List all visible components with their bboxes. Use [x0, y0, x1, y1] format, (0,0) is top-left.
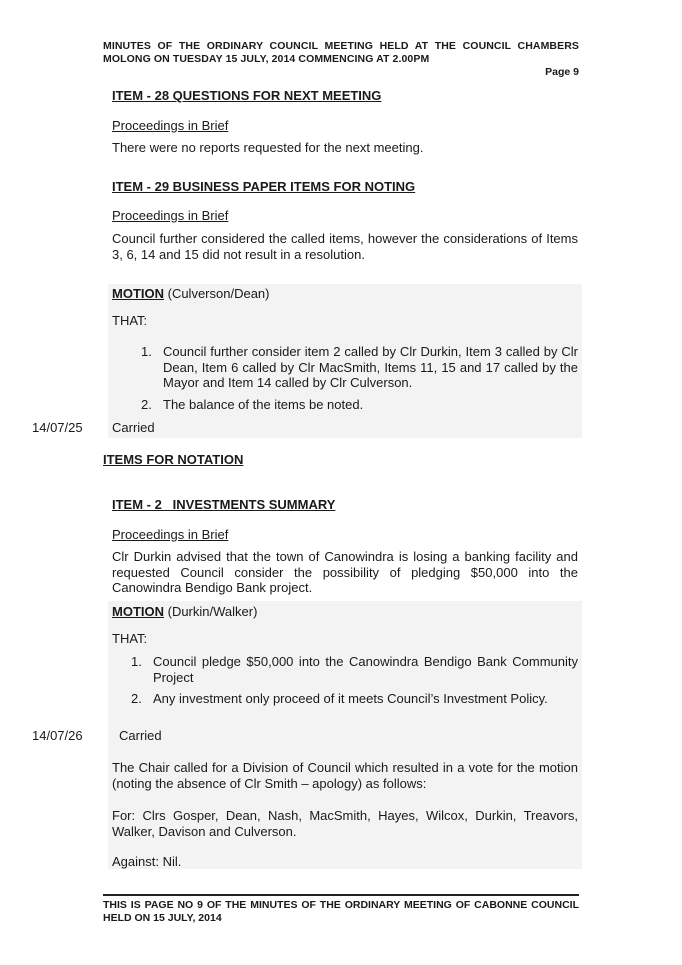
footer-divider — [103, 894, 579, 896]
point-number: 2. — [131, 691, 142, 706]
header-line-1: MINUTES OF THE ORDINARY COUNCIL MEETING HELD AT THE COUNCIL CHAMBERS — [103, 40, 579, 52]
motion-29-point-1 — [141, 344, 578, 391]
item-29-title: ITEM - 29 BUSINESS PAPER ITEMS FOR NOTING — [112, 179, 416, 194]
item-2-subheading: Proceedings in Brief — [112, 527, 229, 542]
item-2-title — [112, 497, 335, 512]
item-28-subheading: Proceedings in Brief — [112, 118, 229, 133]
point-text: Council further consider item 2 called by Clr Durkin, Item 3 called by Clr Dean, Item 6 called by Clr MacSmith, Items 11, 15 and 17 called by the Mayor and Item 14 called by Clr Culverson. — [163, 344, 578, 390]
page-footer: THIS IS PAGE NO 9 OF THE MINUTES OF THE ORDINARY MEETING OF CABONNE COUNCIL HELD ON 15 JULY, 2014 — [103, 899, 579, 924]
point-number: 2. — [141, 397, 152, 412]
division-text: The Chair called for a Division of Council which resulted in a vote for the motion (noting the absence of Clr Smith – apology) as follows: — [112, 760, 578, 791]
motion-29-that: THAT: — [112, 313, 148, 328]
item-29-text: Council further considered the called items, however the considerations of Items 3, 6, 14 and 15 did not result in a resolution. — [112, 231, 578, 262]
item-28-title: ITEM - 28 QUESTIONS FOR NEXT MEETING — [112, 88, 382, 103]
division-for: For: Clrs Gosper, Dean, Nash, MacSmith, Hayes, Wilcox, Durkin, Treavors, Walker, Davison and Culverson. — [112, 808, 578, 839]
item-2-title-text: ITEM - 2 INVESTMENTS SUMMARY — [112, 497, 336, 512]
motion-29 — [112, 286, 270, 301]
point-number: 1. — [141, 344, 152, 359]
item-2-text: Clr Durkin advised that the town of Canowindra is losing a banking facility and requested Council consider the possibility of pledging $50,000 into the Canowindra Bendigo Bank project. — [112, 549, 578, 595]
motion-2 — [112, 604, 257, 619]
motion-29-result: Carried — [112, 420, 155, 435]
notation-title: ITEMS FOR NOTATION — [103, 452, 244, 467]
header-line-2: MOLONG ON TUESDAY 15 JULY, 2014 COMMENCING AT 2.00PM — [103, 53, 430, 65]
motion-2-result: Carried — [119, 728, 162, 743]
motion-2-movers: (Durkin/Walker) — [164, 604, 258, 619]
motion-2-that: THAT: — [112, 631, 148, 646]
point-text: Any investment only proceed of it meets Council’s Investment Policy. — [153, 691, 548, 706]
page-header — [103, 40, 579, 66]
item-29-subheading: Proceedings in Brief — [112, 208, 229, 223]
division-against: Against: Nil. — [112, 854, 182, 869]
point-text: The balance of the items be noted. — [163, 397, 364, 412]
page-number: Page 9 — [545, 66, 579, 78]
resolution-number-2: 14/07/26 — [32, 728, 83, 743]
resolution-number-29: 14/07/25 — [32, 420, 83, 435]
motion-2-point-1 — [131, 654, 578, 685]
motion-29-movers: (Culverson/Dean) — [164, 286, 270, 301]
motion-29-point-2 — [141, 397, 578, 413]
item-28-text: There were no reports requested for the next meeting. — [112, 140, 424, 155]
motion-2-label: MOTION — [112, 604, 164, 619]
motion-2-point-2 — [131, 691, 578, 707]
motion-29-label: MOTION — [112, 286, 164, 301]
point-text: Council pledge $50,000 into the Canowindra Bendigo Bank Community Project — [153, 654, 578, 685]
point-number: 1. — [131, 654, 142, 669]
